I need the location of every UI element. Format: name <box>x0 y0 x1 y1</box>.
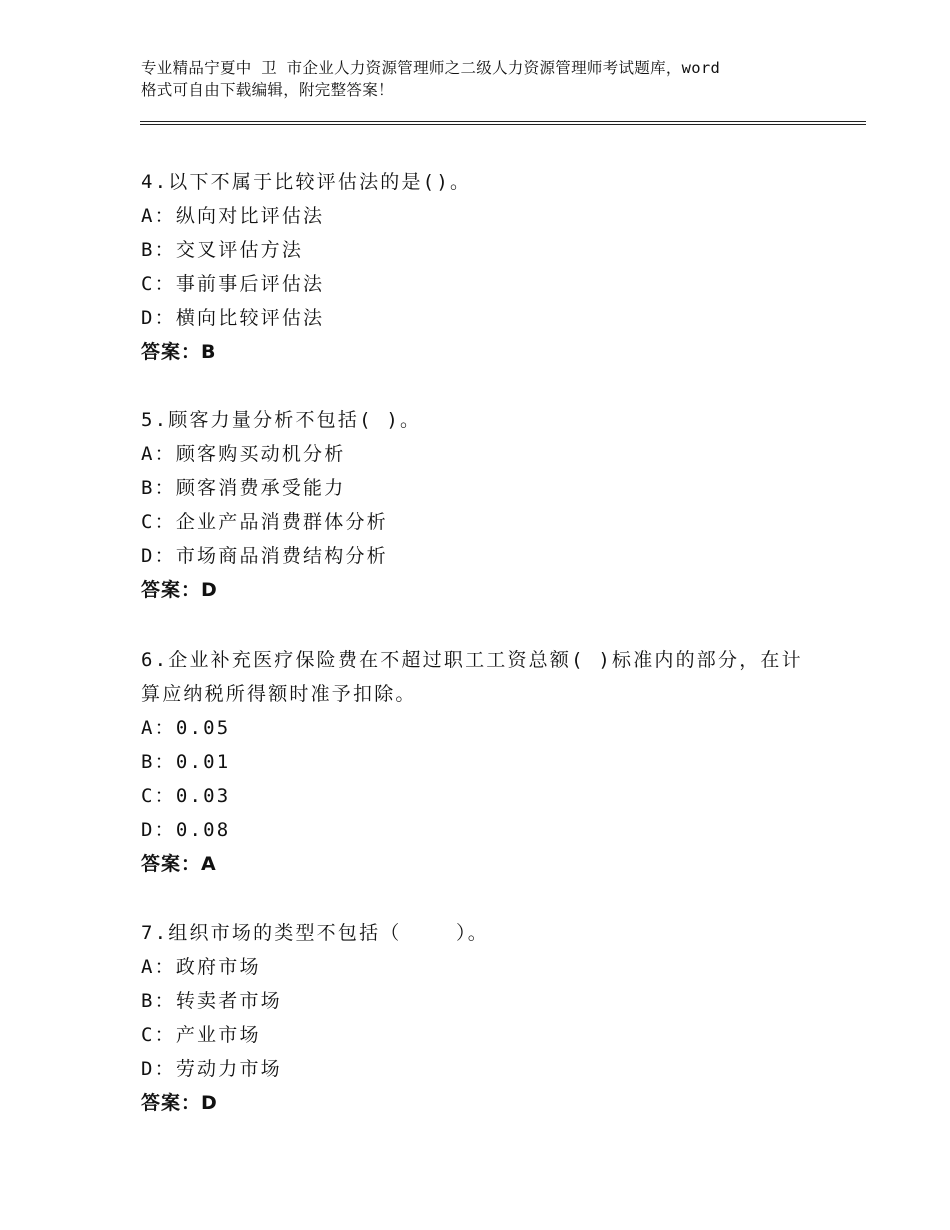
question-7-option-d: D：劳动力市场 <box>141 1058 282 1080</box>
question-7-option-b: B：转卖者市场 <box>141 990 282 1012</box>
header-divider-bottom <box>140 124 866 125</box>
question-6-option-d: D：0.08 <box>141 819 231 841</box>
question-4-option-b: B：交叉评估方法 <box>141 239 304 261</box>
question-4-option-d: D：横向比较评估法 <box>141 307 325 329</box>
question-4-answer: 答案：B <box>141 341 217 363</box>
question-5-option-a: A：顾客购买动机分析 <box>141 443 346 465</box>
question-5-answer: 答案：D <box>141 579 218 601</box>
question-6-option-c: C：0.03 <box>141 785 231 807</box>
question-4-option-a: A：纵向对比评估法 <box>141 205 325 227</box>
header-line-2: 格式可自由下载编辑，附完整答案！ <box>141 81 394 99</box>
question-7-stem: 7.组织市场的类型不包括（ ）。 <box>141 922 489 944</box>
question-5-option-d: D：市场商品消费结构分析 <box>141 545 388 567</box>
header-line-1: 专业精品宁夏中 卫 市企业人力资源管理师之二级人力资源管理师考试题库，word <box>141 59 721 77</box>
document-header <box>141 57 831 101</box>
question-6-answer: 答案：A <box>141 853 217 875</box>
question-7-answer: 答案：D <box>141 1092 218 1114</box>
question-6-option-a: A：0.05 <box>141 717 231 739</box>
header-divider-top <box>140 121 866 122</box>
question-7-option-a: A：政府市场 <box>141 956 261 978</box>
question-7-option-c: C：产业市场 <box>141 1024 261 1046</box>
question-5-stem: 5.顾客力量分析不包括( )。 <box>141 409 422 431</box>
question-4-stem: 4.以下不属于比较评估法的是()。 <box>141 171 472 193</box>
question-5-option-c: C：企业产品消费群体分析 <box>141 511 388 533</box>
question-5-option-b: B：顾客消费承受能力 <box>141 477 346 499</box>
question-6-stem-continued: 算应纳税所得额时准予扣除。 <box>141 683 417 705</box>
question-6-option-b: B：0.01 <box>141 751 231 773</box>
question-6-stem: 6.企业补充医疗保险费在不超过职工工资总额( )标准内的部分，在计 <box>141 649 803 671</box>
question-4-option-c: C：事前事后评估法 <box>141 273 325 295</box>
